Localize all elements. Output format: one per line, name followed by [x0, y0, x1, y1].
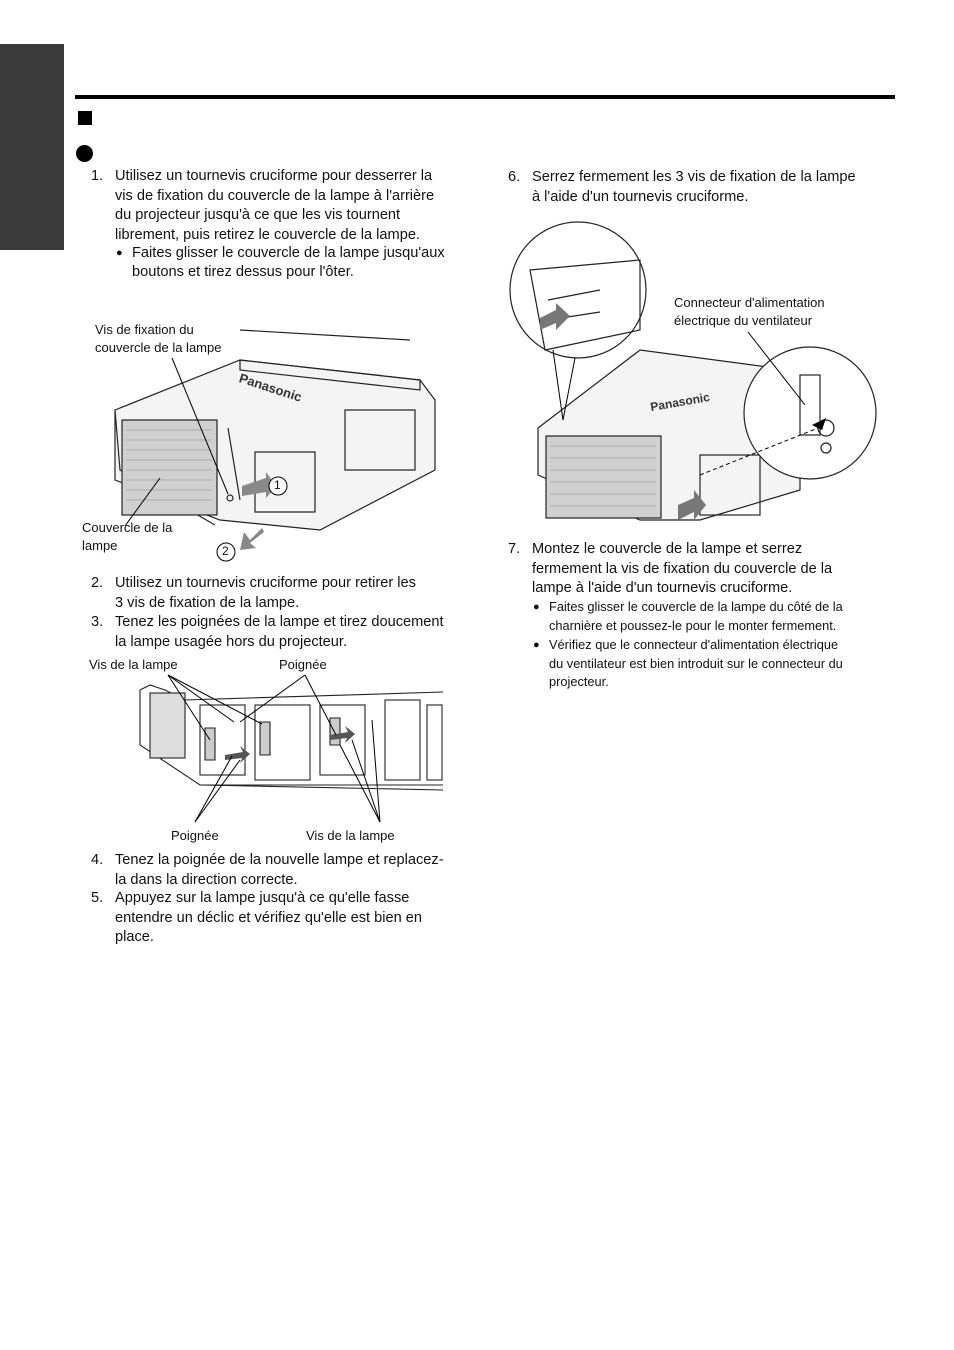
figure1-brand-logo: Panasonic [237, 370, 304, 405]
step-line: Utilisez un tournevis cruciforme pour desserrer la [115, 168, 433, 184]
step-number: 6. [508, 169, 521, 185]
figure2-label-screws-top: Vis de la lampe [89, 657, 178, 672]
figure2-label-handle-bottom: Poignée [171, 828, 219, 843]
step-line: entendre un déclic et vérifiez qu'elle est bien en [115, 909, 423, 926]
step-line: vis de fixation du couvercle de la lampe à l'arrière [115, 187, 435, 204]
figure1-marker-2: 2 [222, 544, 229, 558]
step-line: du projecteur jusqu'à ce que les vis tournent [115, 207, 401, 223]
step-line: fermement la vis de fixation du couvercle de la [532, 560, 833, 577]
step-line: à l'aide d'un tournevis cruciforme. [532, 188, 749, 205]
bullet-line: Faites glisser le couvercle de la lampe jusqu'aux [132, 245, 445, 261]
step-number: 5. [91, 890, 104, 906]
bullet-glyph: ● [533, 601, 540, 613]
caption-line: lampe [82, 538, 118, 553]
bullet-line: boutons et tirez dessus pour l'ôter. [132, 264, 354, 280]
step-line: place. [115, 929, 154, 945]
caption-line: Connecteur d'alimentation [674, 295, 825, 310]
step-line: lampe à l'aide d'un tournevis cruciforme. [532, 580, 793, 596]
bullet-line: Vérifiez que le connecteur d'alimentation électrique [549, 637, 839, 652]
figure2-label-handle-top: Poignée [279, 657, 327, 672]
step-number: 4. [91, 852, 104, 868]
bullet-glyph: ● [116, 247, 123, 259]
caption-line: Vis de fixation du [95, 322, 194, 337]
step-line: Montez le couvercle de la lampe et serrez [532, 541, 803, 557]
step-line: Appuyez sur la lampe jusqu'à ce qu'elle fasse [115, 890, 410, 906]
figure3-brand-logo: Panasonic [649, 389, 711, 415]
bullet-line: du ventilateur est bien introduit sur le connecteur du [549, 655, 843, 671]
bullet-line: Faites glisser le couvercle de la lampe du côté de la [549, 599, 843, 614]
step-number: 1. [91, 168, 104, 184]
bullet-line: projecteur. [549, 674, 609, 689]
step-number: 7. [508, 541, 521, 557]
bullet-line: charnière et poussez-le pour le monter fermement. [549, 617, 837, 633]
figure2-label-screws-bottom: Vis de la lampe [306, 828, 395, 843]
caption-line: Couvercle de la [82, 520, 173, 535]
step-line: la lampe usagée hors du projecteur. [115, 633, 348, 650]
caption-line: couvercle de la lampe [95, 340, 222, 355]
step-number: 2. [91, 575, 104, 591]
step-line: librement, puis retirez le couvercle de la lampe. [115, 226, 420, 243]
step-number: 3. [91, 614, 104, 630]
caption-line: électrique du ventilateur [674, 313, 813, 328]
step-line: Tenez les poignées de la lampe et tirez doucement [115, 614, 444, 630]
step-line: Tenez la poignée de la nouvelle lampe et replacez- [115, 852, 444, 868]
step-line: Serrez fermement les 3 vis de fixation de la lampe [532, 169, 856, 185]
step-line: Utilisez un tournevis cruciforme pour retirer les [115, 575, 416, 591]
step-line: la dans la direction correcte. [115, 871, 298, 888]
bullet-glyph: ● [533, 639, 540, 651]
figure1-marker-1: 1 [274, 478, 281, 492]
step-line: 3 vis de fixation de la lampe. [115, 594, 300, 611]
